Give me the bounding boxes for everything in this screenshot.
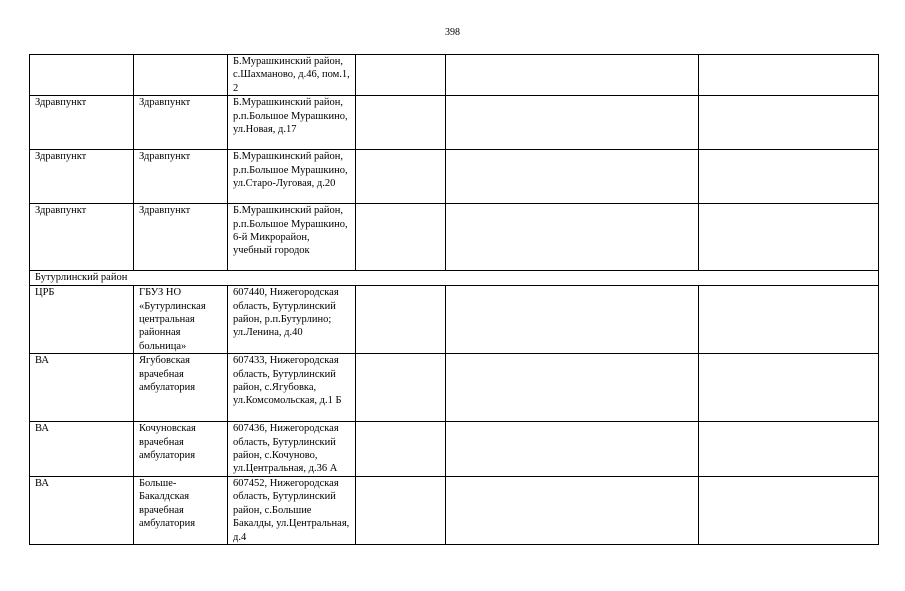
type-cell: Здравпункт	[30, 96, 134, 150]
name-cell	[134, 55, 228, 96]
name-cell: Здравпункт	[134, 96, 228, 150]
name-cell: Здравпункт	[134, 150, 228, 204]
empty-cell	[699, 422, 879, 477]
address-cell: Б.Мурашкинский район, р.п.Большое Мурашкино, ул.Старо-Луговая, д.20	[228, 150, 356, 204]
type-cell	[30, 55, 134, 96]
name-cell: Ягубовская врачебная амбулатория	[134, 354, 228, 422]
section-row	[30, 271, 879, 286]
type-cell: ВА	[30, 354, 134, 422]
address-cell: 607440, Нижегородская область, Бутурлинский район, р.п.Бутурлино; ул.Ленина, д.40	[228, 286, 356, 354]
empty-cell	[699, 55, 879, 96]
address-cell: Б.Мурашкинский район, р.п.Большое Мурашкино, 6-й Микрорайон, учебный городок	[228, 204, 356, 271]
empty-cell	[699, 96, 879, 150]
empty-cell	[699, 354, 879, 422]
empty-cell	[356, 55, 446, 96]
table-row	[30, 204, 879, 271]
empty-cell	[356, 150, 446, 204]
name-cell: Здравпункт	[134, 204, 228, 271]
empty-cell	[446, 286, 699, 354]
type-cell: ВА	[30, 422, 134, 477]
type-cell: ЦРБ	[30, 286, 134, 354]
table-row	[30, 286, 879, 354]
empty-cell	[699, 150, 879, 204]
table-row	[30, 55, 879, 96]
empty-cell	[699, 286, 879, 354]
empty-cell	[356, 354, 446, 422]
section-title: Бутурлинский район	[30, 271, 879, 286]
table-row	[30, 476, 879, 544]
type-cell: ВА	[30, 476, 134, 544]
name-cell: Кочуновская врачебная амбулатория	[134, 422, 228, 477]
empty-cell	[699, 204, 879, 271]
empty-cell	[446, 150, 699, 204]
empty-cell	[446, 354, 699, 422]
address-cell: Б.Мурашкинский район, р.п.Большое Мурашкино, ул.Новая, д.17	[228, 96, 356, 150]
empty-cell	[699, 476, 879, 544]
empty-cell	[356, 422, 446, 477]
address-cell: Б.Мурашкинский район, с.Шахманово, д.46, пом.1, 2	[228, 55, 356, 96]
empty-cell	[446, 96, 699, 150]
address-cell: 607452, Нижегородская область, Бутурлинский район, с.Большие Бакалды, ул.Центральная, д.4	[228, 476, 356, 544]
table-row	[30, 422, 879, 477]
empty-cell	[446, 476, 699, 544]
name-cell: Больше-Бакалдская врачебная амбулатория	[134, 476, 228, 544]
address-cell: 607436, Нижегородская область, Бутурлинский район, с.Кочуново, ул.Центральная, д.36 А	[228, 422, 356, 477]
facilities-table	[29, 54, 879, 545]
address-cell: 607433, Нижегородская область, Бутурлинский район, с.Ягубовка, ул.Комсомольская, д.1 Б	[228, 354, 356, 422]
empty-cell	[446, 55, 699, 96]
empty-cell	[446, 204, 699, 271]
name-cell: ГБУЗ НО «Бутурлинская центральная районная больница»	[134, 286, 228, 354]
empty-cell	[356, 476, 446, 544]
table-row	[30, 150, 879, 204]
empty-cell	[356, 286, 446, 354]
page-number: 398	[445, 27, 460, 38]
empty-cell	[356, 96, 446, 150]
type-cell: Здравпункт	[30, 204, 134, 271]
table-row	[30, 96, 879, 150]
table-row	[30, 354, 879, 422]
type-cell: Здравпункт	[30, 150, 134, 204]
empty-cell	[446, 422, 699, 477]
empty-cell	[356, 204, 446, 271]
